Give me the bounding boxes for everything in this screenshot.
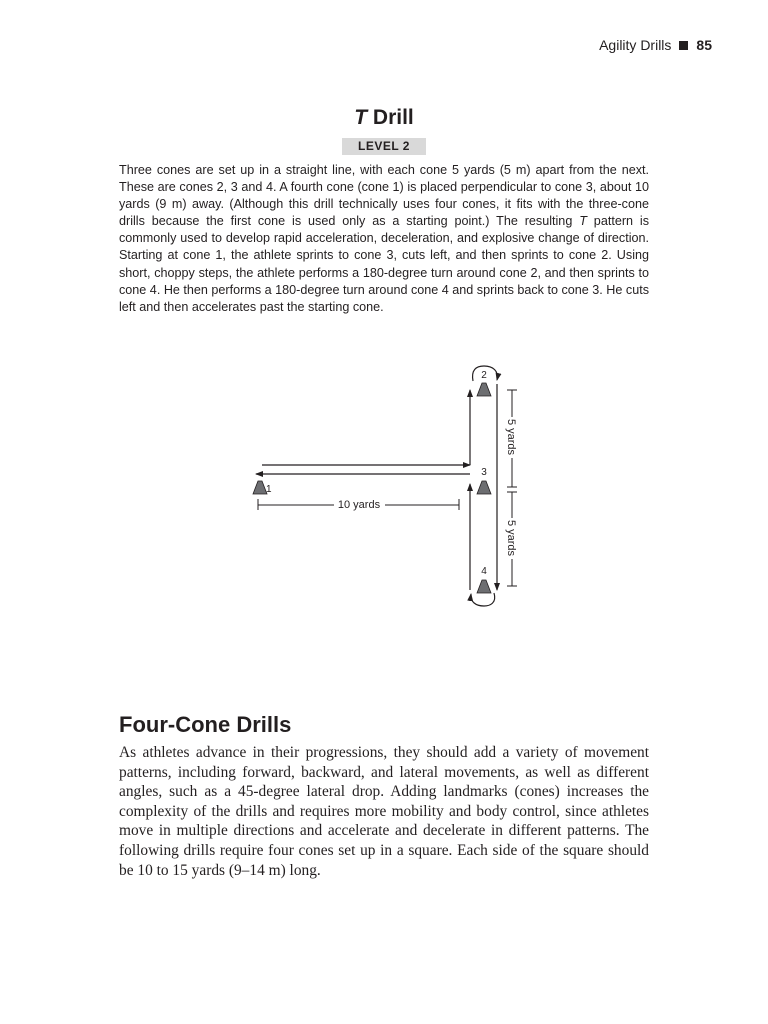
drill-title-italic: T (354, 106, 368, 129)
dim-horizontal-label: 10 yards (337, 499, 381, 511)
turn-arc-cone4 (471, 593, 495, 606)
cone-1-icon (253, 481, 267, 494)
dim-upper-label: 5 yards (505, 418, 517, 456)
drill-description-part2: pattern is commonly used to develop rapid acceleration, deceleration, and explosive change of direction. Starting at cone 1, the athlete sprints to cone 3, cuts left, and then sprints to cone 2. Using short, choppy steps, the athlete performs a 180-degree turn around cone 2, and then sprints to cone 4. He then performs a 180-degree turn around cone 4 and sprints back to cone 3. He cuts left and then accelerates past the starting cone. (119, 214, 649, 314)
cone-2-icon (477, 383, 491, 396)
running-head-section: Agility Drills (599, 37, 672, 53)
drill-title-rest: Drill (367, 106, 414, 129)
cone-4-label: 4 (481, 566, 487, 577)
drill-description-part1: Three cones are set up in a straight line, with each cone 5 yards (5 m) apart from the next. These are cones 2, 3 and 4. A fourth cone (cone 1) is placed perpendicular to cone 3, about 10 yards (9 m) away. (Although this drill technically uses four cones, it fits with the three-cone drills because the first cone is used only as a starting point.) The resulting (119, 163, 649, 229)
cone-4-icon (477, 580, 491, 593)
page-number: 85 (696, 37, 712, 53)
drill-description-italic: T (579, 214, 587, 229)
cone-3-label: 3 (481, 467, 487, 478)
section-body: As athletes advance in their progressions, they should add a variety of movement patterns, including forward, backward, and lateral movements, as well as different angles, such as a 45-degree lateral drop. Adding landmarks (cones) increases the complexity of the drills and requires more mobility and body control, since athletes move in multiple directions and accelerate and decelerate in different patterns. The following drills require four cones set up in a square. Each side of the square should be 10 to 15 yards (9–14 m) long. (119, 744, 649, 879)
cone-1-label: 1 (266, 484, 272, 495)
dim-lower-label: 5 yards (505, 519, 517, 557)
cone-3-icon (477, 481, 491, 494)
level-badge: LEVEL 2 (342, 138, 426, 155)
cone-2-label: 2 (481, 370, 487, 381)
section-heading: Four-Cone Drills (119, 712, 292, 737)
